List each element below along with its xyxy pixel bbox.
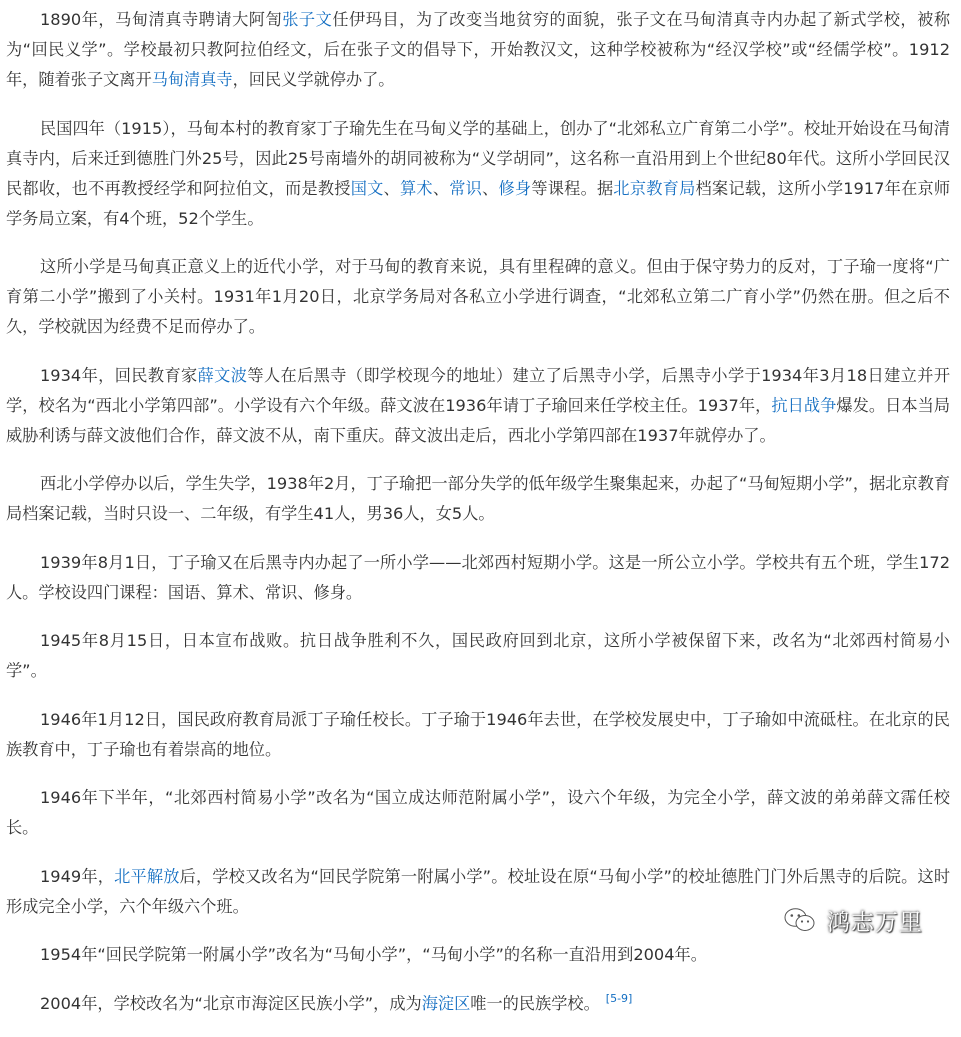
wiki-link[interactable]: 薛文波 [197, 365, 248, 385]
paragraph [6, 783, 950, 843]
text-span: 民国四年（1915），马甸本村的教育家丁子瑜先生在马甸义学的基础上，创办了“北郊私立广育第二小学”。校址开始设在马甸清真寺内，后来迁到德胜门外25号，因此25号南墙外的胡同被称为“义学胡同”，这名称一直沿用到上个世纪80年代。这所小学回民汉民都收，也不再教授经学和阿拉伯文，而是教授 [6, 118, 950, 198]
text-span: 1946年下半年，“北郊西村简易小学”改名为“国立成达师范附属小学”，设六个年级，为完全小学，薛文波的弟弟薛文霈任校长。 [6, 788, 950, 837]
text-span: 、 [383, 178, 400, 198]
text-span: 1934年，回民教育家 [40, 365, 198, 385]
text-span: 唯一的民族学校。 [470, 993, 600, 1013]
wiki-link[interactable]: 海淀区 [421, 993, 471, 1013]
text-span: 1954年“回民学院第一附属小学”改名为“马甸小学”，“马甸小学”的名称一直沿用到2004年。 [40, 945, 707, 964]
wiki-link[interactable]: 常识 [449, 178, 483, 198]
paragraph [6, 940, 950, 970]
text-span: 等课程。据 [531, 178, 614, 198]
text-span: 西北小学停办以后，学生失学，1938年2月，丁子瑜把一部分失学的低年级学生聚集起来，办起了“马甸短期小学”，据北京教育局档案记载，当时只设一、二年级，有学生41人，男36人，女5人。 [6, 474, 951, 523]
paragraph [6, 5, 950, 95]
wiki-link[interactable]: 马甸清真寺 [151, 70, 233, 89]
text-span: 1890年，马甸清真寺聘请大阿訇 [40, 10, 283, 29]
paragraph [6, 989, 950, 1019]
text-span: 1945年8月15日，日本宣布战败。抗日战争胜利不久，国民政府回到北京，这所小学被保留下来，改名为“北郊西村简易小学”。 [6, 631, 950, 680]
wiki-link[interactable]: 国文 [350, 178, 384, 198]
paragraph [6, 114, 950, 234]
watermark-text: 鸿志万里 [827, 909, 923, 936]
text-span: 爆发。日本当局威胁利诱与薛文波他们合作，薛文波不从，南下重庆。薛文波出走后，西北小学第四部在1937年就停办了。 [6, 395, 951, 445]
paragraph [6, 548, 950, 608]
paragraph [6, 705, 950, 765]
text-span: 1949年， [40, 866, 115, 886]
wiki-link[interactable]: 北京教育局 [613, 178, 696, 198]
paragraph [6, 361, 950, 451]
paragraph [6, 469, 950, 529]
text-span: 后，学校又改名为“回民学院第一附属小学”。校址设在原“马甸小学”的校址德胜门门外后黑寺的后院。这时形成完全小学，六个年级六个班。 [6, 866, 951, 916]
text-span: ，回民义学就停办了。 [232, 70, 395, 89]
watermark [783, 904, 923, 936]
text-span: 2004年，学校改名为“北京市海淀区民族小学”，成为 [40, 993, 422, 1013]
wechat-icon [783, 907, 817, 933]
text-span: 、 [432, 178, 450, 198]
text-span: 、 [482, 178, 499, 198]
wiki-link[interactable]: 算术 [399, 178, 433, 198]
wiki-link[interactable]: 张子文 [282, 10, 333, 29]
wiki-link[interactable]: 修身 [498, 178, 532, 198]
text-span: 等人在后黑寺（即学校现今的地址）建立了后黑寺小学，后黑寺小学于1934年3月18日建立并开学，校名为“西北小学第四部”。小学设有六个年级。薛文波在1936年请丁子瑜回来任学校主任。1937年， [6, 365, 951, 415]
wiki-link[interactable]: 抗日战争 [771, 395, 837, 415]
text-span: 1946年1月12日，国民政府教育局派丁子瑜任校长。丁子瑜于1946年去世，在学校发展史中，丁子瑜如中流砥柱。在北京的民族教育中，丁子瑜也有着崇高的地位。 [6, 709, 950, 759]
article-body [6, 5, 950, 1037]
citation-ref[interactable]: [5-9] [605, 991, 633, 1005]
text-span: 档案记载，这所小学1917年在京师学务局立案，有4个班，52个学生。 [6, 178, 951, 228]
text-span: 任伊玛目，为了改变当地贫穷的面貌，张子文在马甸清真寺内办起了新式学校，被称为“回民义学”。学校最初只教阿拉伯经文，后在张子文的倡导下，开始教汉文，这种学校被称为“经汉学校”或“经儒学校”。1912年，随着张子文离开 [6, 10, 951, 89]
wiki-link[interactable]: 北平解放 [114, 866, 180, 886]
paragraph [6, 252, 950, 342]
paragraph [6, 626, 950, 686]
text-span: 1939年8月1日，丁子瑜又在后黑寺内办起了一所小学——北郊西村短期小学。这是一所公立小学。学校共有五个班，学生172人。学校设四门课程：国语、算术、常识、修身。 [6, 552, 950, 602]
text-span: 这所小学是马甸真正意义上的近代小学，对于马甸的教育来说，具有里程碑的意义。但由于保守势力的反对，丁子瑜一度将“广育第二小学”搬到了小关村。1931年1月20日，北京学务局对各私立小学进行调查，“北郊私立第二广育小学”仍然在册。但之后不久，学校就因为经费不足而停办了。 [6, 257, 950, 336]
